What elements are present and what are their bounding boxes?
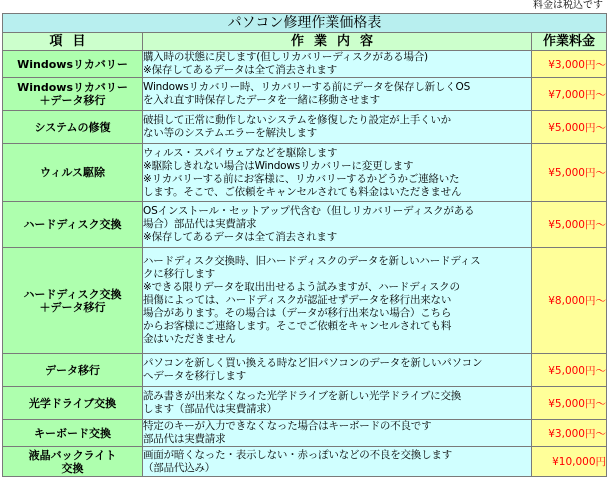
service-name-line: Windowsリカバリー (17, 57, 128, 71)
service-name (3, 111, 143, 144)
service-price: ¥7,000円～ (532, 78, 607, 111)
description-line: 部品代は実費請求 (143, 433, 226, 445)
service-description (143, 248, 532, 354)
service-description (143, 78, 532, 111)
header-item: 項目 (3, 33, 143, 51)
table-row (3, 420, 607, 447)
service-price: ¥5,000円～ (532, 387, 607, 420)
description-line: を入れ直す時保存したデータを一緒に移動させます (143, 94, 380, 106)
table-row (3, 78, 607, 111)
description-line: ※保存してあるデータは全て消去されます (143, 231, 337, 243)
table-row (3, 248, 607, 354)
service-price: ¥5,000円～ (532, 202, 607, 248)
table-row (3, 51, 607, 78)
service-name-line: 液晶バックライト (28, 448, 117, 462)
service-name (3, 202, 143, 248)
description-line: 損傷によっては、ハードディスクが認証せずデータを移行出来ない (143, 294, 452, 306)
service-name (3, 248, 143, 354)
header-price: 作業料金 (532, 33, 607, 51)
service-price: ¥3,000円～ (532, 51, 607, 78)
service-description (143, 111, 532, 144)
service-price: ¥3,000円～ (532, 420, 607, 447)
service-name-line: ウィルス駆除 (39, 166, 105, 179)
description-line: OSインストール・セットアップ代含む（但しリカバリーディスクがある (143, 205, 475, 217)
repair-price-table (2, 13, 607, 477)
service-name (3, 387, 143, 420)
service-name (3, 51, 143, 78)
service-description (143, 51, 532, 78)
service-description (143, 202, 532, 248)
description-line: ない等のシステムエラーを解決します (143, 127, 318, 139)
description-line: からお客様にご連絡します。そこでご依頼をキャンセルされても料 (143, 320, 452, 332)
service-name (3, 78, 143, 111)
service-description (143, 387, 532, 420)
service-description (143, 447, 532, 477)
description-line: ※できる限りデータを取出出せるよう試みますが、ハードディスクの (143, 281, 460, 293)
description-line: 場合）部品代は実費請求 (143, 218, 257, 230)
description-line: ウィルス・スパイウェアなどを駆除します (143, 146, 338, 159)
service-description (143, 144, 532, 202)
table-row (3, 202, 607, 248)
header-row (3, 33, 607, 51)
service-name-line: 交換 (61, 461, 84, 475)
service-name-line: システムの修復 (34, 120, 111, 134)
table-row (3, 387, 607, 420)
table-row (3, 111, 607, 144)
service-price: ¥5,000円～ (532, 144, 607, 202)
service-name-line: データ移行 (45, 363, 100, 377)
tax-included-note: 料金は税込です (533, 0, 603, 11)
description-line: クに移行します (143, 268, 216, 280)
description-line: します（部品代は実費請求） (143, 403, 277, 415)
description-line: 破損して正常に動作しないシステムを修復したり設定が上手くいか (143, 114, 451, 126)
description-line: （部品代込み） (143, 461, 216, 474)
description-line: パソコンを新しく買い換える時など旧パソコンのデータを新しいパソコン (143, 357, 483, 369)
table-row (3, 144, 607, 202)
description-line: Windowsリカバリー時、リカバリーする前にデータを保存し新しくOS (143, 81, 471, 93)
service-name-line: ＋データ移行 (39, 300, 106, 314)
description-line: ※駆除しきれない場合はWindowsリカバリーに変更します (143, 159, 414, 172)
service-price: ¥10,000円 (532, 447, 607, 477)
description-line: へデータを移行します (143, 370, 246, 382)
description-line: 購入時の状態に戻します(但しリカバリーディスクがある場合) (143, 51, 428, 63)
service-name (3, 420, 143, 447)
service-price: ¥5,000円～ (532, 111, 607, 144)
table-title: パソコン修理作業価格表 (3, 14, 607, 33)
description-line: 金はいただきません (143, 333, 236, 345)
service-name-line: 光学ドライブ交換 (28, 396, 117, 410)
description-line: ハードディスク交換時、旧ハードディスクのデータを新しいハードディス (143, 255, 481, 267)
service-name (3, 447, 143, 477)
service-description (143, 420, 532, 447)
description-line: ※リカバリーする前にお客様に、リカバリーするかどうかご連絡いた (143, 172, 460, 185)
service-name (3, 354, 143, 387)
service-name-line: ハードディスク交換 (23, 218, 122, 231)
service-price: ¥5,000円～ (532, 354, 607, 387)
price-rows (3, 51, 607, 477)
title-row (3, 14, 607, 33)
service-name (3, 144, 143, 202)
table-row (3, 447, 607, 477)
description-line: 特定のキーが入力できなくなった場合はキーボードの不良です (143, 420, 432, 432)
service-name-line: キーボード交換 (34, 426, 111, 440)
service-name-line: Windowsリカバリー (17, 81, 128, 94)
description-line: 画面が暗くなった・表示しない・赤っぽいなどの不良を交換します (143, 448, 452, 461)
service-description (143, 354, 532, 387)
description-line: 場合があります。その場合は（データが移行出来ない場合）こちら (143, 307, 452, 319)
service-price: ¥8,000円～ (532, 248, 607, 354)
description-line: ※保存してあるデータは全て消去されます (143, 64, 337, 76)
service-name-line: ハードディスク交換 (23, 287, 122, 301)
service-name-line: ＋データ移行 (39, 94, 106, 107)
description-line: 読み書きが出来なくなった光学ドライブを新しい光学ドライブに交換 (143, 390, 462, 402)
description-line: します。そこで、ご依頼をキャンセルされても料金はいただきません (143, 185, 462, 198)
table-row (3, 354, 607, 387)
header-content: 作業内容 (143, 33, 532, 51)
